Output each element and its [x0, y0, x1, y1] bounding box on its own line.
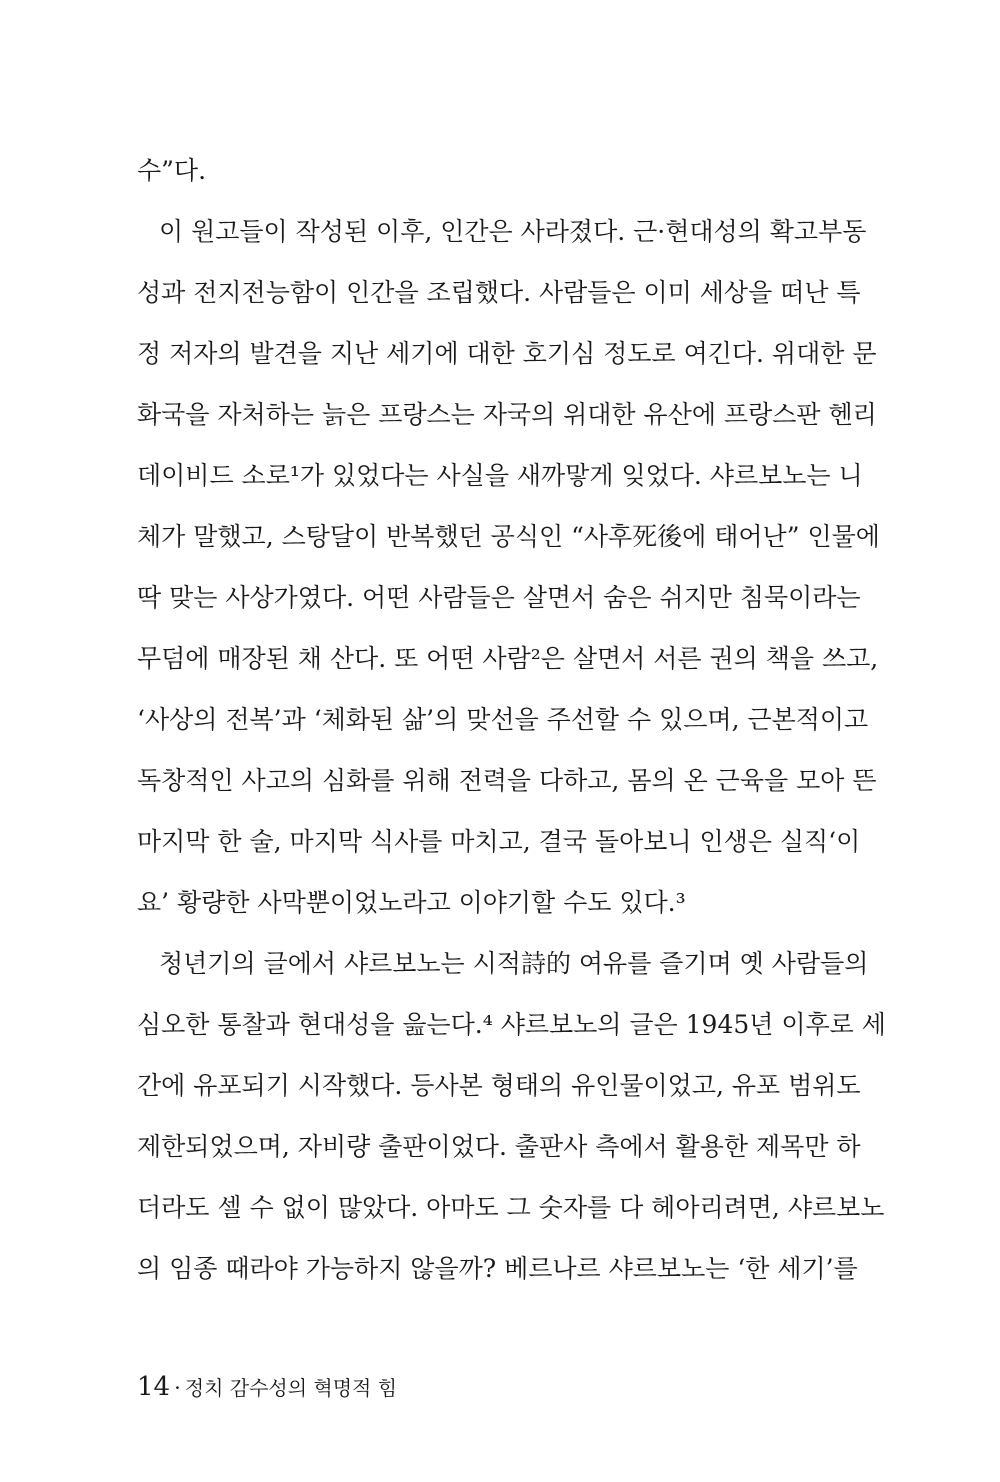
- text-line: 마지막 한 술, 마지막 식사를 마치고, 결국 돌아보니 인생은 실직‘이: [137, 827, 861, 856]
- text-line: 독창적인 사고의 심화를 위해 전력을 다하고, 몸의 온 근육을 모아 뜬: [137, 766, 877, 795]
- text-line: 간에 유포되기 시작했다. 등사본 형태의 유인물이었고, 유포 범위도: [137, 1071, 861, 1100]
- text-line: 심오한 통찰과 현대성을 읊는다.⁴ 샤르보노의 글은 1945년 이후로 세: [137, 1010, 886, 1039]
- footer-separator: ·: [174, 1376, 181, 1400]
- running-title: 정치 감수성의 혁명적 힘: [184, 1376, 398, 1400]
- text-line: 데이비드 소로¹가 있었다는 사실을 새까맣게 잊었다. 샤르보노는 니: [137, 461, 863, 490]
- text-line: 청년기의 글에서 샤르보노는 시적詩的 여유를 즐기며 옛 사람들의: [159, 949, 869, 978]
- text-line: 성과 전지전능함이 인간을 조립했다. 사람들은 이미 세상을 떠난 특: [137, 278, 861, 307]
- text-line: ‘사상의 전복’과 ‘체화된 삶’의 맞선을 주선할 수 있으며, 근본적이고: [137, 705, 869, 734]
- text-line: 딱 맞는 사상가였다. 어떤 사람들은 살면서 숨은 쉬지만 침묵이라는: [137, 583, 861, 612]
- text-line: 의 임종 때라야 가능하지 않을까? 베르나르 샤르보노는 ‘한 세기’를: [137, 1254, 858, 1283]
- text-line: 제한되었으며, 자비량 출판이었다. 출판사 측에서 활용한 제목만 하: [137, 1132, 861, 1161]
- text-line: 수”다.: [137, 156, 207, 185]
- text-line: 체가 말했고, 스탕달이 반복했던 공식인 “사후死後에 태어난” 인물에: [137, 522, 880, 551]
- text-line: 이 원고들이 작성된 이후, 인간은 사라졌다. 근·현대성의 확고부동: [159, 217, 867, 246]
- text-line: 화국을 자처하는 늙은 프랑스는 자국의 위대한 유산에 프랑스판 헨리: [137, 400, 877, 429]
- text-line: 무덤에 매장된 채 산다. 또 어떤 사람²은 살면서 서른 권의 책을 쓰고,: [137, 644, 879, 673]
- text-line: 정 저자의 발견을 지난 세기에 대한 호기심 정도로 여긴다. 위대한 문: [137, 339, 877, 368]
- body-text: [137, 140, 886, 1299]
- text-line: 요’ 황량한 사막뿐이었노라고 이야기할 수도 있다.³: [137, 888, 686, 917]
- text-line: 더라도 셀 수 없이 많았다. 아마도 그 숫자를 다 헤아리려면, 샤르보노: [137, 1193, 885, 1222]
- page-number: 14: [137, 1372, 171, 1402]
- page-footer: [137, 1372, 397, 1402]
